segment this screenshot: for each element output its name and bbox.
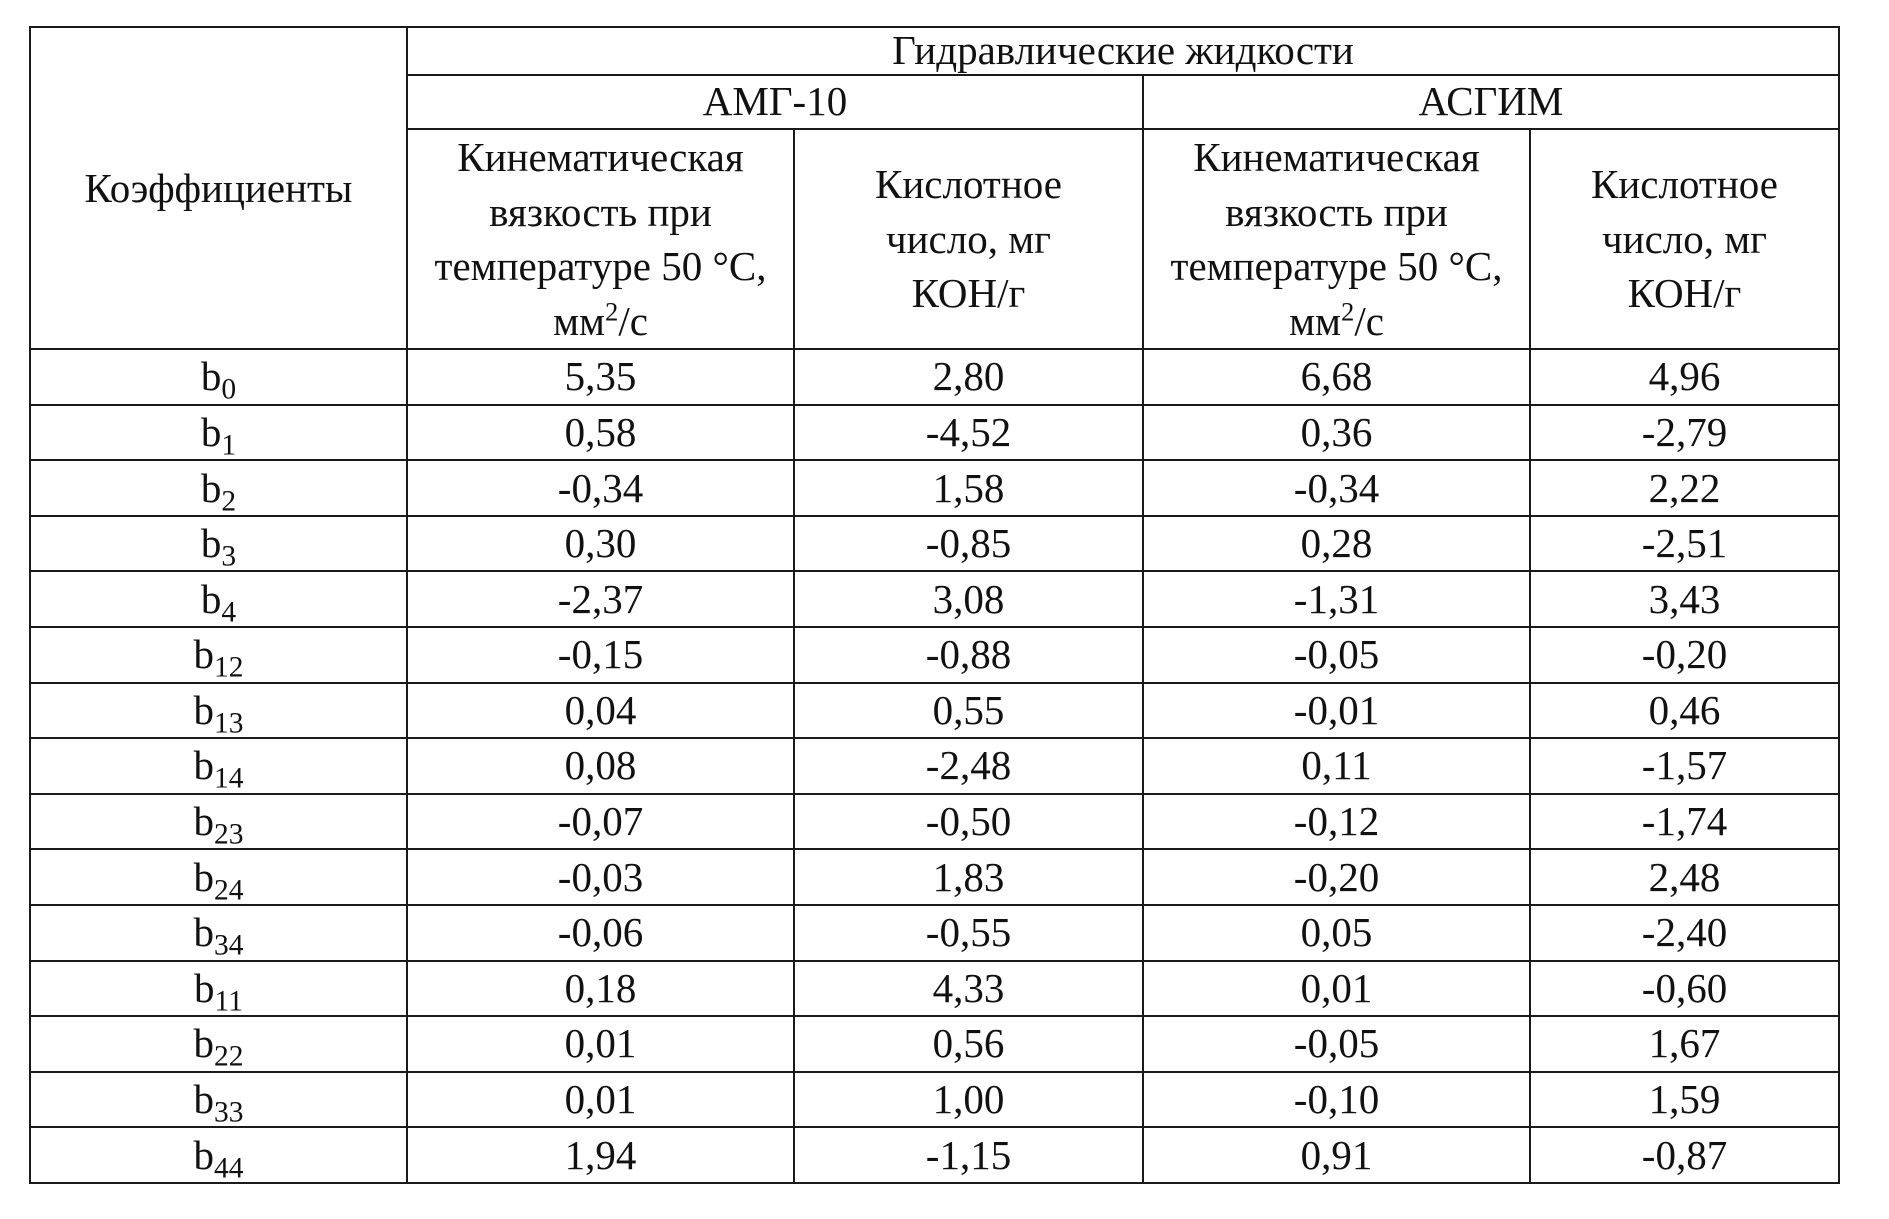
- viscosity-header-amg10: [407, 129, 794, 349]
- coef-symbol: b: [194, 964, 215, 1011]
- viscosity-amg10-cell: -0,34: [407, 460, 794, 516]
- viscosity-asgim-cell: -0,05: [1143, 627, 1530, 683]
- viscosity-amg10-cell: -0,06: [407, 905, 794, 961]
- coef-cell: [30, 571, 407, 627]
- coef-index: 14: [213, 762, 244, 795]
- acid-header-asgim: [1530, 129, 1839, 349]
- coef-cell: [30, 794, 407, 850]
- coef-index: 2: [221, 484, 237, 517]
- coef-cell: [30, 516, 407, 572]
- group-header-label: Гидравлические жидкости: [892, 27, 1354, 74]
- coef-index: 44: [213, 1151, 244, 1184]
- table-row: [30, 1127, 1839, 1183]
- viscosity-amg10-cell: -0,07: [407, 794, 794, 850]
- viscosity-asgim-cell: 0,01: [1143, 961, 1530, 1017]
- coef-cell: [30, 460, 407, 516]
- coef-cell: [30, 405, 407, 461]
- acid-asgim-cell: 2,48: [1530, 849, 1839, 905]
- acid-amg10-cell: 3,08: [794, 571, 1143, 627]
- fluid-name: АСГИМ: [1418, 78, 1564, 125]
- unit-superscript: 2: [1340, 295, 1355, 326]
- table-header: [30, 27, 1839, 349]
- table-row: [30, 961, 1839, 1017]
- acid-header-amg10: [794, 129, 1143, 349]
- coef-cell: [30, 849, 407, 905]
- coef-symbol: b: [193, 631, 214, 678]
- acid-amg10-cell: 1,83: [794, 849, 1143, 905]
- acid-amg10-cell: -1,15: [794, 1127, 1143, 1183]
- acid-asgim-cell: 4,96: [1530, 349, 1839, 405]
- acid-asgim-cell: 3,43: [1530, 571, 1839, 627]
- viscosity-amg10-cell: 0,30: [407, 516, 794, 572]
- coef-cell: [30, 1072, 407, 1128]
- viscosity-label: Кинематическая вязкость при температуре 50 °С, мм: [1170, 134, 1503, 344]
- coef-symbol: b: [200, 575, 222, 622]
- viscosity-amg10-cell: 0,08: [407, 738, 794, 794]
- coef-symbol: b: [200, 408, 222, 455]
- coef-index: 34: [213, 929, 244, 962]
- group-header: [407, 27, 1839, 75]
- coef-symbol: b: [193, 798, 214, 845]
- acid-asgim-cell: -1,57: [1530, 738, 1839, 794]
- viscosity-asgim-cell: -0,34: [1143, 460, 1530, 516]
- table-row: [30, 738, 1839, 794]
- viscosity-amg10-cell: -0,15: [407, 627, 794, 683]
- coef-index: 24: [213, 873, 244, 906]
- table-row: [30, 683, 1839, 739]
- acid-asgim-cell: 1,67: [1530, 1016, 1839, 1072]
- coef-index: 0: [221, 373, 237, 406]
- viscosity-asgim-cell: 0,11: [1143, 738, 1530, 794]
- viscosity-asgim-cell: 0,36: [1143, 405, 1530, 461]
- viscosity-amg10-cell: 0,01: [407, 1016, 794, 1072]
- coef-symbol: b: [193, 909, 214, 956]
- viscosity-asgim-cell: -0,01: [1143, 683, 1530, 739]
- viscosity-amg10-cell: 0,04: [407, 683, 794, 739]
- table-row: [30, 516, 1839, 572]
- viscosity-amg10-cell: 1,94: [407, 1127, 794, 1183]
- unit-tail: /с: [618, 297, 648, 344]
- coef-index: 3: [221, 540, 237, 573]
- acid-amg10-cell: 0,55: [794, 683, 1143, 739]
- coef-index: 23: [213, 818, 244, 851]
- table-row: [30, 405, 1839, 461]
- coef-cell: [30, 738, 407, 794]
- coef-symbol: b: [193, 1131, 214, 1178]
- table-row: [30, 1016, 1839, 1072]
- viscosity-asgim-cell: 6,68: [1143, 349, 1530, 405]
- acid-amg10-cell: -0,88: [794, 627, 1143, 683]
- acid-amg10-cell: -2,48: [794, 738, 1143, 794]
- acid-amg10-cell: -4,52: [794, 405, 1143, 461]
- header-row-group: [30, 27, 1839, 75]
- coef-index: 33: [213, 1096, 244, 1129]
- table-row: [30, 905, 1839, 961]
- coefficients-header-label: Коэффициенты: [84, 164, 353, 211]
- coef-symbol: b: [200, 464, 222, 511]
- acid-label: Кислотное число, мг КОН/г: [875, 161, 1062, 317]
- viscosity-amg10-cell: 0,01: [407, 1072, 794, 1128]
- acid-asgim-cell: -2,40: [1530, 905, 1839, 961]
- acid-amg10-cell: 0,56: [794, 1016, 1143, 1072]
- viscosity-amg10-cell: 0,18: [407, 961, 794, 1017]
- coef-cell: [30, 349, 407, 405]
- coef-symbol: b: [193, 1020, 214, 1067]
- coef-symbol: b: [200, 520, 222, 567]
- coef-index: 12: [213, 651, 244, 684]
- acid-amg10-cell: 2,80: [794, 349, 1143, 405]
- coef-index: 1: [221, 429, 237, 462]
- table-row: [30, 1072, 1839, 1128]
- table-row: [30, 627, 1839, 683]
- table-row: [30, 794, 1839, 850]
- table-row: [30, 849, 1839, 905]
- acid-asgim-cell: -0,20: [1530, 627, 1839, 683]
- viscosity-asgim-cell: 0,91: [1143, 1127, 1530, 1183]
- viscosity-amg10-cell: -2,37: [407, 571, 794, 627]
- fluid-name: АМГ-10: [702, 78, 848, 125]
- coef-index: 11: [214, 985, 243, 1018]
- acid-asgim-cell: 1,59: [1530, 1072, 1839, 1128]
- acid-asgim-cell: -1,74: [1530, 794, 1839, 850]
- coef-cell: [30, 905, 407, 961]
- coef-symbol: b: [193, 1076, 214, 1123]
- acid-amg10-cell: 1,58: [794, 460, 1143, 516]
- coef-cell: [30, 683, 407, 739]
- viscosity-label: Кинематическая вязкость при температуре 50 °С, мм: [434, 134, 767, 344]
- coef-index: 13: [213, 707, 244, 740]
- fluid-header-amg10: [407, 75, 1143, 129]
- viscosity-amg10-cell: -0,03: [407, 849, 794, 905]
- acid-amg10-cell: -0,50: [794, 794, 1143, 850]
- acid-asgim-cell: -2,79: [1530, 405, 1839, 461]
- acid-amg10-cell: 4,33: [794, 961, 1143, 1017]
- coef-cell: [30, 1127, 407, 1183]
- coef-symbol: b: [193, 853, 214, 900]
- coef-cell: [30, 1016, 407, 1072]
- table-body: [30, 349, 1839, 1183]
- viscosity-amg10-cell: 5,35: [407, 349, 794, 405]
- acid-asgim-cell: 0,46: [1530, 683, 1839, 739]
- acid-asgim-cell: -0,60: [1530, 961, 1839, 1017]
- viscosity-asgim-cell: -0,10: [1143, 1072, 1530, 1128]
- viscosity-asgim-cell: -0,05: [1143, 1016, 1530, 1072]
- coef-symbol: b: [193, 686, 214, 733]
- viscosity-asgim-cell: 0,28: [1143, 516, 1530, 572]
- viscosity-asgim-cell: -1,31: [1143, 571, 1530, 627]
- coef-index: 22: [213, 1040, 244, 1073]
- viscosity-asgim-cell: 0,05: [1143, 905, 1530, 961]
- acid-amg10-cell: -0,55: [794, 905, 1143, 961]
- acid-amg10-cell: 1,00: [794, 1072, 1143, 1128]
- coef-cell: [30, 961, 407, 1017]
- acid-amg10-cell: -0,85: [794, 516, 1143, 572]
- coefficients-table: [29, 26, 1840, 1184]
- fluid-header-asgim: [1143, 75, 1839, 129]
- unit-superscript: 2: [604, 295, 619, 326]
- coef-symbol: b: [200, 353, 222, 400]
- acid-asgim-cell: -2,51: [1530, 516, 1839, 572]
- viscosity-amg10-cell: 0,58: [407, 405, 794, 461]
- table-row: [30, 460, 1839, 516]
- coef-cell: [30, 627, 407, 683]
- viscosity-asgim-cell: -0,12: [1143, 794, 1530, 850]
- acid-asgim-cell: 2,22: [1530, 460, 1839, 516]
- acid-asgim-cell: -0,87: [1530, 1127, 1839, 1183]
- table-row: [30, 571, 1839, 627]
- acid-label: Кислотное число, мг КОН/г: [1591, 161, 1778, 317]
- coef-index: 4: [221, 595, 237, 628]
- unit-tail: /с: [1354, 297, 1384, 344]
- viscosity-header-asgim: [1143, 129, 1530, 349]
- viscosity-asgim-cell: -0,20: [1143, 849, 1530, 905]
- table-row: [30, 349, 1839, 405]
- coef-symbol: b: [193, 742, 214, 789]
- coefficients-header: [30, 27, 407, 349]
